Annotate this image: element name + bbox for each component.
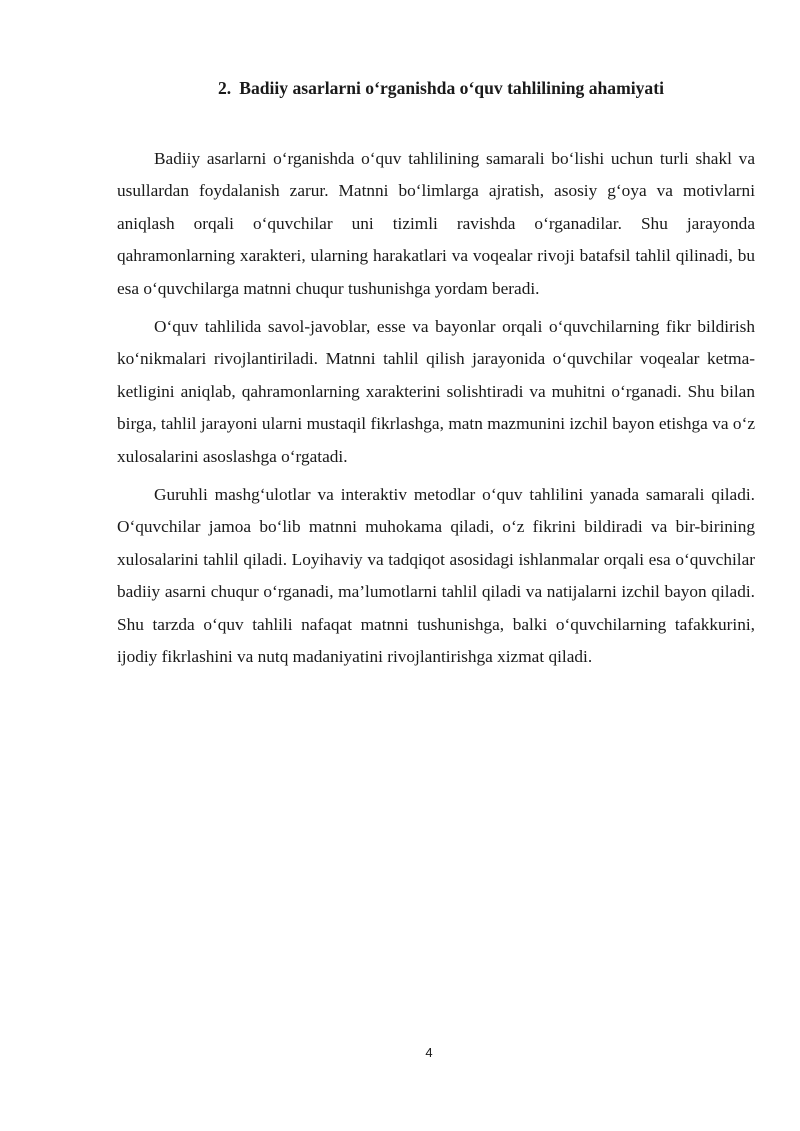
body-text	[117, 143, 755, 680]
section-heading	[0, 76, 800, 100]
paragraph-3: Guruhli mashg‘ulotlar va interaktiv metodlar o‘quv tahlilini yanada samarali qiladi. O‘quvchilar jamoa bo‘lib matnni muhokama qiladi, o‘z fikrini bildiradi va bir-birining xulosalarini tahlil qiladi. Loyihaviy va tadqiqot asosidagi ishlanmalar orqali esa o‘quvchilar badiiy asarni chuqur o‘rganadi, ma’lumotlarni tahlil qiladi va natijalarni izchil bayon qiladi. Shu tarzda o‘quv tahlili nafaqat matnni tushunishga, balki o‘quvchilarning tafakkurini, ijodiy fikrlashini va nutq madaniyatini rivojlantirishga xizmat qiladi.	[117, 485, 755, 667]
paragraph-1: Badiiy asarlarni o‘rganishda o‘quv tahlilining samarali bo‘lishi uchun turli shakl va usullardan foydalanish zarur. Matnni bo‘limlarga ajratish, asosiy g‘oya va motivlarni aniqlash orqali o‘quvchilar uni tizimli ravishda o‘rganadilar. Shu jarayonda qahramonlarning xarakteri, ularning harakatlari va voqealar rivoji batafsil tahlil qilinadi, bu esa o‘quvchilarga matnni chuqur tushunishga yordam beradi.	[117, 149, 755, 298]
section-title: Badiiy asarlarni o‘rganishda o‘quv tahlilining ahamiyati	[239, 78, 664, 98]
paragraph-2: O‘quv tahlilida savol-javoblar, esse va bayonlar orqali o‘quvchilarning fikr bildirish ko‘nikmalari rivojlantiriladi. Matnni tahlil qilish jarayonida o‘quvchilar voqealar ketma-ketligini aniqlab, qahramonlarning xarakterini solishtiradi va muhitni o‘rganadi. Shu bilan birga, tahlil jarayoni ularni mustaqil fikrlashga, matn mazmunini izchil bayon etishga va o‘z xulosalarini asoslashga o‘rgatadi.	[117, 317, 755, 466]
section-number: 2.	[218, 78, 232, 98]
page-number: 4	[425, 1045, 433, 1060]
